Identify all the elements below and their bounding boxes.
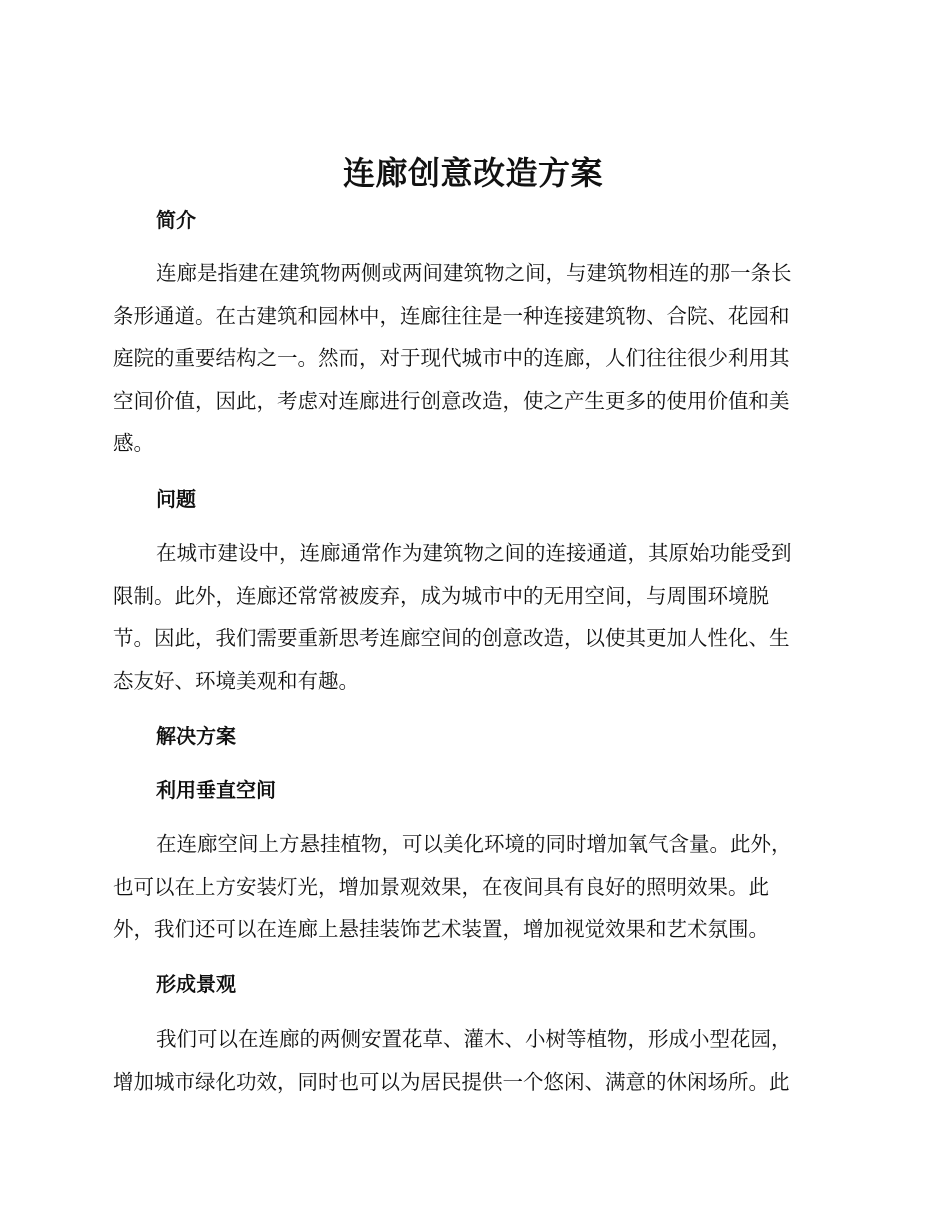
paragraph-line: 我们可以在连廊的两侧安置花草、灌木、小树等植物，形成小型花园， [156,1027,792,1051]
paragraph-intro [113,252,833,465]
heading-intro: 简介 [156,208,196,232]
heading-problem: 问题 [156,487,196,511]
document-title: 连廊创意改造方案 [342,154,603,192]
paragraph-line: 增加城市绿化功效，同时也可以为居民提供一个悠闲、满意的休闲场所。此 [113,1069,790,1094]
paragraph-line: 感。 [113,431,154,455]
paragraph-line: 也可以在上方安装灯光，增加景观效果，在夜间具有良好的照明效果。此 [113,874,769,899]
paragraph-line: 条形通道。在古建筑和园林中，连廊往往是一种连接建筑物、合院、花园和 [113,303,790,328]
paragraph-line: 在连廊空间上方悬挂植物，可以美化环境的同时增加氧气含量。此外， [156,832,792,856]
paragraph-vertical-space [113,823,833,951]
paragraph-line: 庭院的重要结构之一。然而，对于现代城市中的连廊，人们往往很少利用其 [113,346,790,370]
paragraph-line: 在城市建设中，连廊通常作为建筑物之间的连接通道，其原始功能受到 [156,541,792,565]
heading-vertical-space: 利用垂直空间 [156,778,276,802]
paragraph-problem [113,532,833,702]
heading-solution: 解决方案 [156,724,236,748]
paragraph-line: 节。因此，我们需要重新思考连廊空间的创意改造，以使其更加人性化、生 [113,626,790,650]
paragraph-line: 外，我们还可以在连廊上悬挂装饰艺术装置，增加视觉效果和艺术氛围。 [113,917,769,941]
paragraph-line: 连廊是指建在建筑物两侧或两间建筑物之间，与建筑物相连的那一条长 [156,261,792,285]
heading-landscape: 形成景观 [156,972,236,996]
paragraph-landscape [113,1018,833,1103]
paragraph-line: 态友好、环境美观和有趣。 [113,668,359,693]
paragraph-line: 空间价值，因此，考虑对连廊进行创意改造，使之产生更多的使用价值和美 [113,388,790,413]
paragraph-line: 限制。此外，连廊还常常被废弃，成为城市中的无用空间，与周围环境脱 [113,583,769,608]
